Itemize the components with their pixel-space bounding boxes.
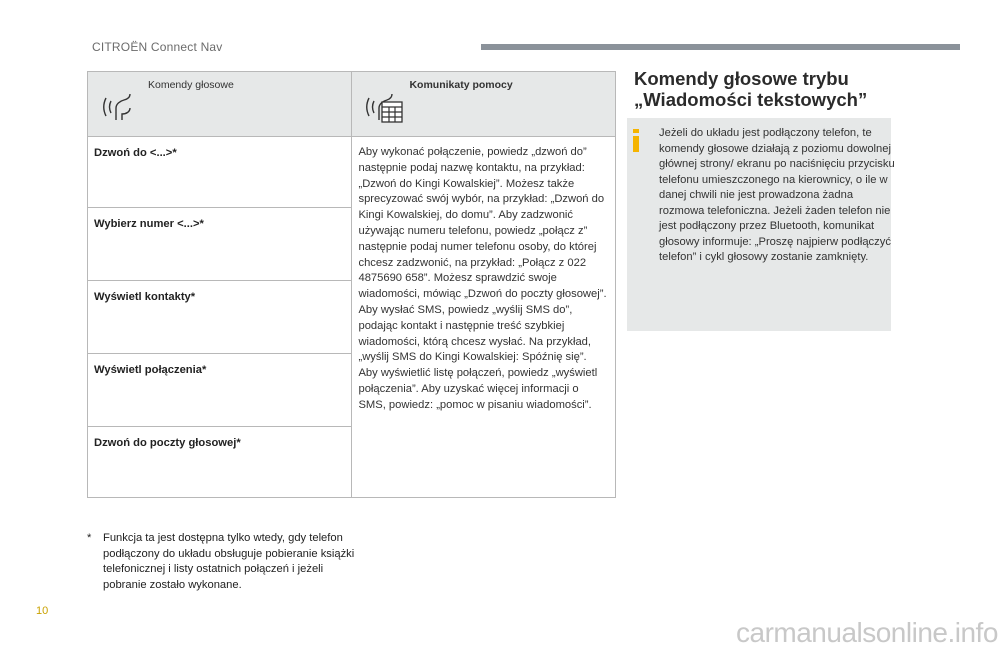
help-message-icon — [364, 86, 404, 126]
watermark: carmanualsonline.info — [736, 617, 998, 648]
command-cell: Wyświetl kontakty* — [88, 281, 352, 354]
voice-commands-table — [87, 71, 616, 498]
footnote-marker: * — [87, 532, 92, 544]
section-title: Komendy głosowe trybu „Wiadomości tekstowych” — [634, 68, 868, 110]
command-cell: Wyświetl połączenia* — [88, 354, 352, 427]
footnote — [87, 531, 357, 593]
table-header-row — [88, 72, 616, 137]
page-number: 10 — [36, 605, 49, 617]
voice-command-icon — [100, 86, 140, 126]
info-box — [627, 118, 895, 331]
col1-header: Komendy głosowe — [148, 79, 234, 91]
table-row — [88, 137, 616, 208]
help-text-cell: Aby wykonać połączenie, powiedz „dzwoń do” następnie podaj nazwę kontaktu, na przykład: „Dzwoń do Kingi Kowalskiej”. Możesz także sprecyzować swój wybór, na przykład: „Dzwoń do Kingi Kowalskiej, do domu”. Aby zadzwonić używając numeru telefonu, powiedz „połącz z” następnie podaj numer telefonu osoby, do której chcesz zadzwonić, na przykład: „Połącz z 022 4875690 658”. Możesz sprawdzić swoje wiadomości, mówiąc „Dzwoń do poczty głosowej”. Aby wysłać SMS, powiedz „wyślij SMS do”, podając kontakt i następnie treść szybkiej wiadomości, którą chcesz wysłać. Na przykład, „wyślij SMS do Kingi Kowalskiej: Spóźnię się”. Aby wyświetlić listę połączeń, powiedz „wyświetl połączenia”. Aby uzyskać więcej informacji o SMS, powiedz: „pomoc w pisaniu wiadomości”. — [352, 137, 616, 498]
info-text: Jeżeli do układu jest podłączony telefon, te komendy głosowe działają z poziomu dowolnej głównej strony/ ekranu po naciśnięciu przycisku telefonu umieszczonego na kierownicy, o ile w danej chwili nie jest prowadzona żadna rozmowa telefoniczna. Jeżeli żaden telefon nie jest podłączony przez Bluetooth, komunikat głosowy informuje: „Proszę najpierw podłączyć telefon” i cykl głosowy zostanie zamknięty. — [659, 127, 895, 263]
col1-header-cell — [88, 72, 352, 137]
command-cell: Dzwoń do <...>* — [88, 137, 352, 208]
col2-header: Komunikaty pomocy — [409, 79, 513, 91]
header-bar — [481, 44, 960, 50]
info-icon — [633, 129, 639, 153]
command-cell: Dzwoń do poczty głosowej* — [88, 427, 352, 498]
page-header-title: CITROËN Connect Nav — [92, 40, 223, 54]
footnote-text: Funkcja ta jest dostępna tylko wtedy, gdy telefon podłączony do układu obsługuje pobieranie książki telefonicznej i listy ostatnich połączeń i jeżeli pobranie zostało wykonane. — [103, 532, 355, 591]
col2-header-cell — [352, 72, 616, 137]
command-cell: Wybierz numer <...>* — [88, 208, 352, 281]
